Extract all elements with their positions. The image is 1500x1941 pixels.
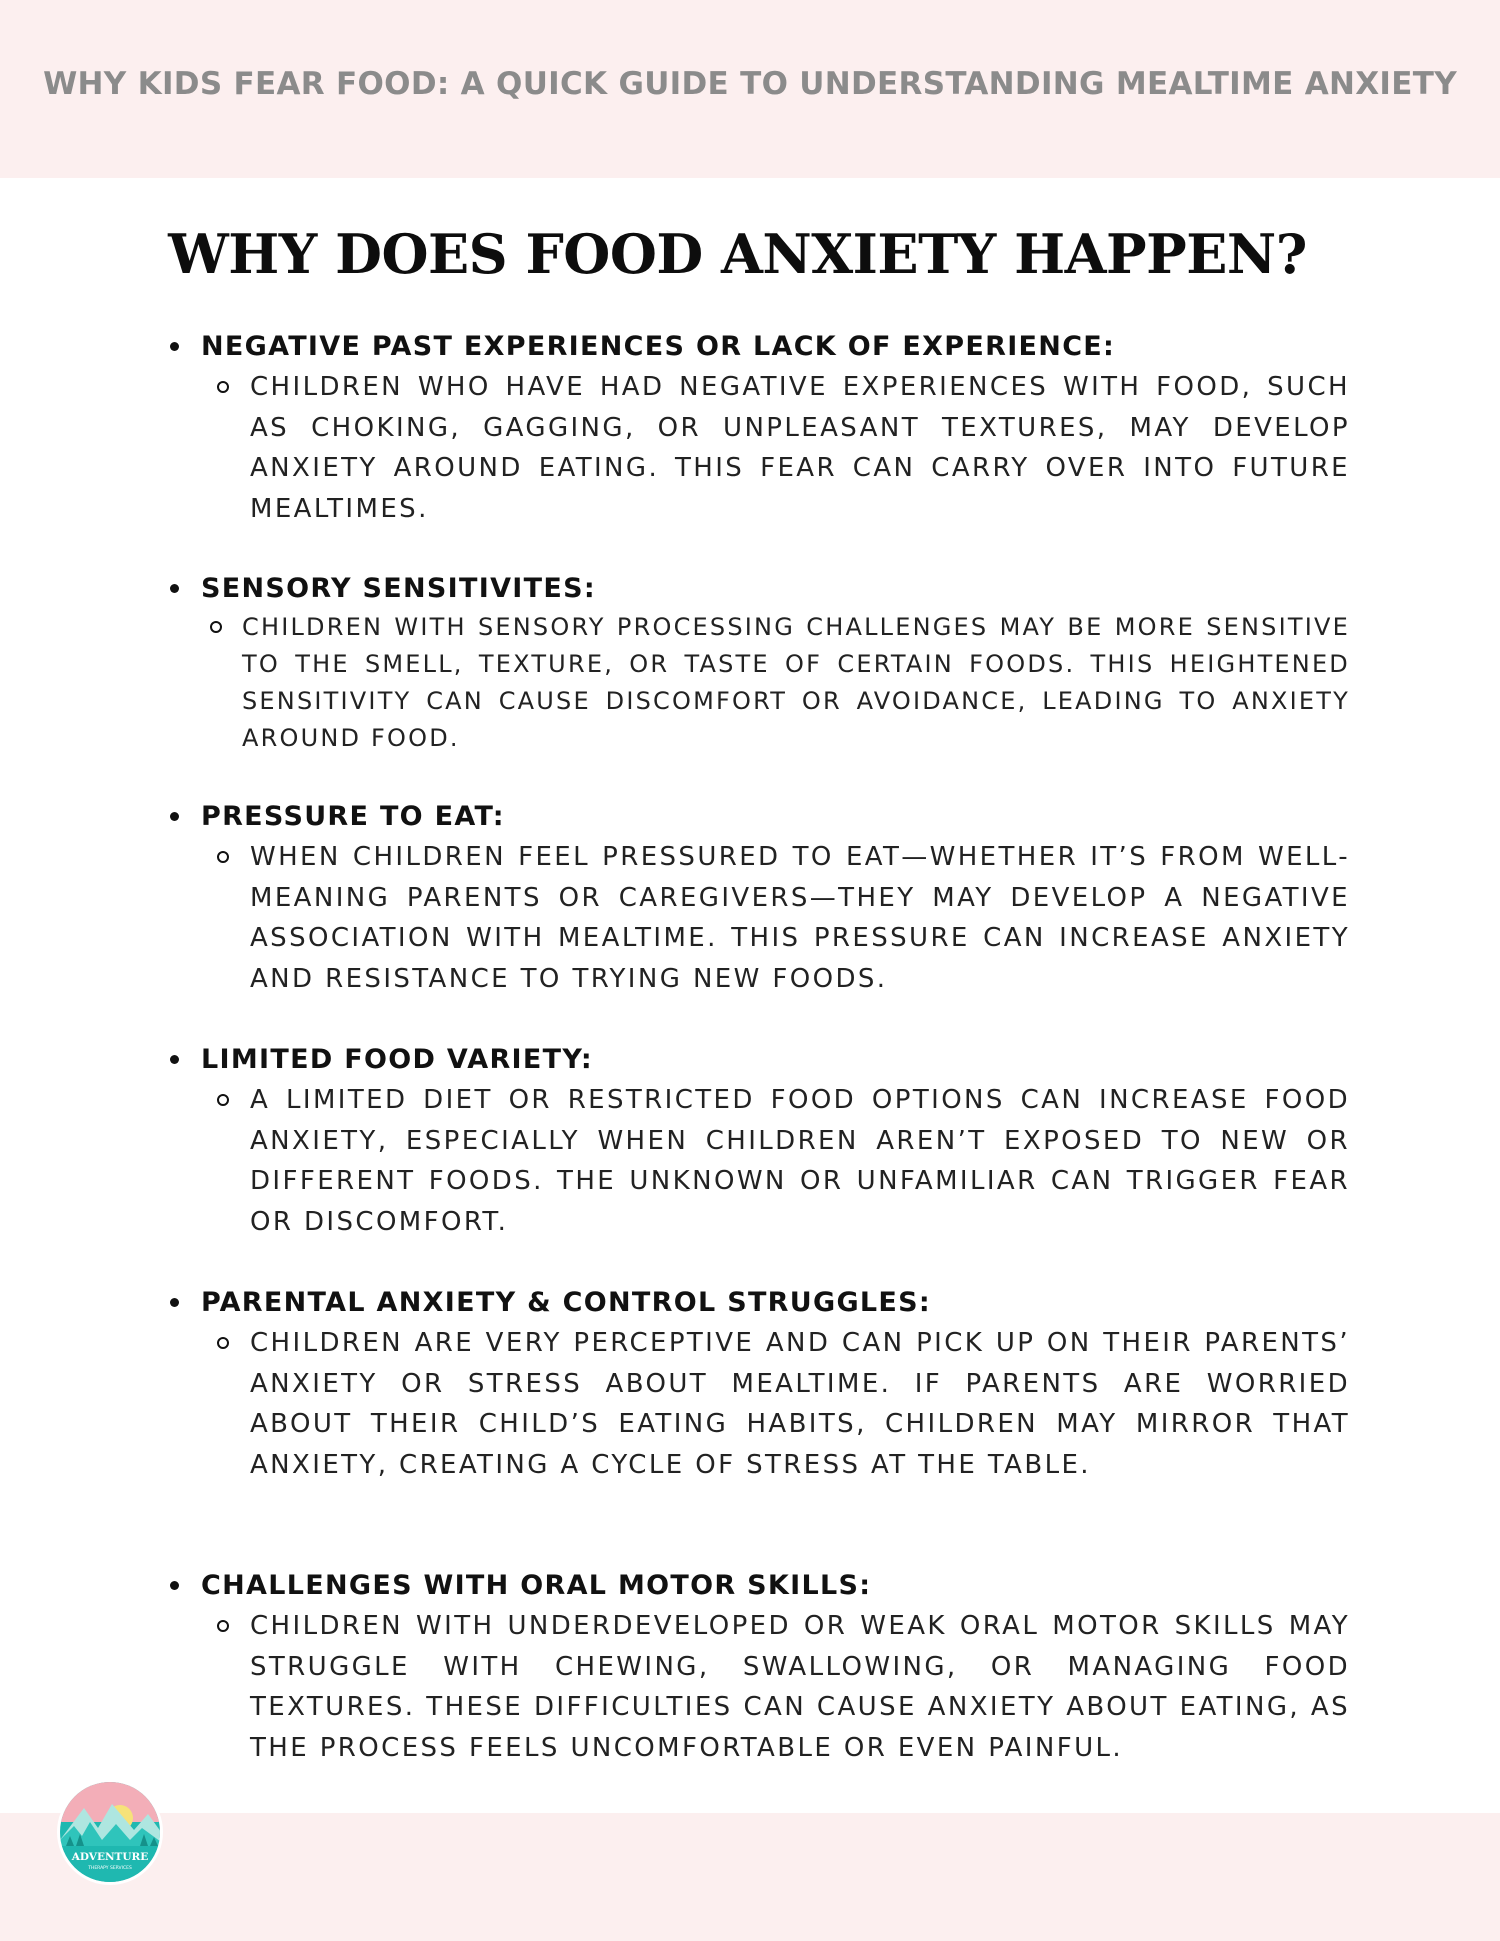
sub-bullet-icon <box>210 621 222 633</box>
bullet-icon <box>170 342 179 351</box>
section-body: CHILDREN ARE VERY PERCEPTIVE AND CAN PICK UP ON THEIR PARENTS’ ANXIETY OR STRESS ABOUT MEALTIME. IF PARENTS ARE WORRIED ABOUT THEIR CHILD’S EATING HABITS, CHILDREN MAY MIRROR THAT ANXIETY, CREATING A CYCLE OF STRESS AT THE TABLE. <box>250 1328 1350 1480</box>
bullet-icon <box>170 1055 179 1064</box>
section-sensory <box>160 569 1350 757</box>
section-heading: PRESSURE TO EAT: <box>201 801 505 832</box>
mountain-logo-icon <box>56 1778 164 1886</box>
logo-name: ADVENTURE <box>71 1851 149 1863</box>
section-limited-variety <box>160 1040 1350 1242</box>
bullet-icon <box>170 1581 179 1590</box>
section-heading: LIMITED FOOD VARIETY: <box>201 1044 593 1075</box>
bullet-icon <box>170 1298 179 1307</box>
section-body: CHILDREN WITH UNDERDEVELOPED OR WEAK ORAL MOTOR SKILLS MAY STRUGGLE WITH CHEWING, SWALLOWING, OR MANAGING FOOD TEXTURES. THESE DIFFICULTIES CAN CAUSE ANXIETY ABOUT EATING, AS THE PROCESS FEELS UNCOMFORTABLE OR EVEN PAINFUL. <box>250 1611 1350 1763</box>
footer-band <box>0 1813 1500 1941</box>
sub-bullet-icon <box>217 1337 229 1349</box>
bullet-icon <box>170 812 179 821</box>
adventure-logo <box>56 1778 164 1886</box>
logo-tagline: THERAPY SERVICES <box>88 1866 132 1871</box>
page-title: WHY DOES FOOD ANXIETY HAPPEN? <box>168 222 1307 286</box>
section-body: A LIMITED DIET OR RESTRICTED FOOD OPTIONS CAN INCREASE FOOD ANXIETY, ESPECIALLY WHEN CHILDREN AREN’T EXPOSED TO NEW OR DIFFERENT FOODS. THE UNKNOWN OR UNFAMILIAR CAN TRIGGER FEAR OR DISCOMFORT. <box>250 1085 1350 1237</box>
section-oral-motor <box>160 1566 1350 1768</box>
section-body: CHILDREN WHO HAVE HAD NEGATIVE EXPERIENCES WITH FOOD, SUCH AS CHOKING, GAGGING, OR UNPLEASANT TEXTURES, MAY DEVELOP ANXIETY AROUND EATING. THIS FEAR CAN CARRY OVER INTO FUTURE MEALTIMES. <box>250 372 1350 524</box>
sub-bullet-icon <box>217 381 229 393</box>
section-body: CHILDREN WITH SENSORY PROCESSING CHALLENGES MAY BE MORE SENSITIVE TO THE SMELL, TEXTURE, OR TASTE OF CERTAIN FOODS. THIS HEIGHTENED SENSITIVITY CAN CAUSE DISCOMFORT OR AVOIDANCE, LEADING TO ANXIETY AROUND FOOD. <box>242 613 1350 752</box>
section-heading: CHALLENGES WITH ORAL MOTOR SKILLS: <box>201 1570 872 1601</box>
section-heading: PARENTAL ANXIETY & CONTROL STRUGGLES: <box>201 1287 931 1318</box>
sub-bullet-icon <box>217 1094 229 1106</box>
section-negative-experiences <box>160 327 1350 529</box>
section-pressure <box>160 797 1350 999</box>
guide-title-banner: WHY KIDS FEAR FOOD: A QUICK GUIDE TO UNDERSTANDING MEALTIME ANXIETY <box>43 66 1457 102</box>
bullet-icon <box>170 584 179 593</box>
section-body: WHEN CHILDREN FEEL PRESSURED TO EAT—WHETHER IT’S FROM WELL-MEANING PARENTS OR CAREGIVERS—THEY MAY DEVELOP A NEGATIVE ASSOCIATION WITH MEALTIME. THIS PRESSURE CAN INCREASE ANXIETY AND RESISTANCE TO TRYING NEW FOODS. <box>250 842 1350 994</box>
section-heading: NEGATIVE PAST EXPERIENCES OR LACK OF EXPERIENCE: <box>201 331 1116 362</box>
sub-bullet-icon <box>217 1620 229 1632</box>
sub-bullet-icon <box>217 851 229 863</box>
section-heading: SENSORY SENSITIVITES: <box>201 573 596 604</box>
section-parental-anxiety <box>160 1283 1350 1485</box>
